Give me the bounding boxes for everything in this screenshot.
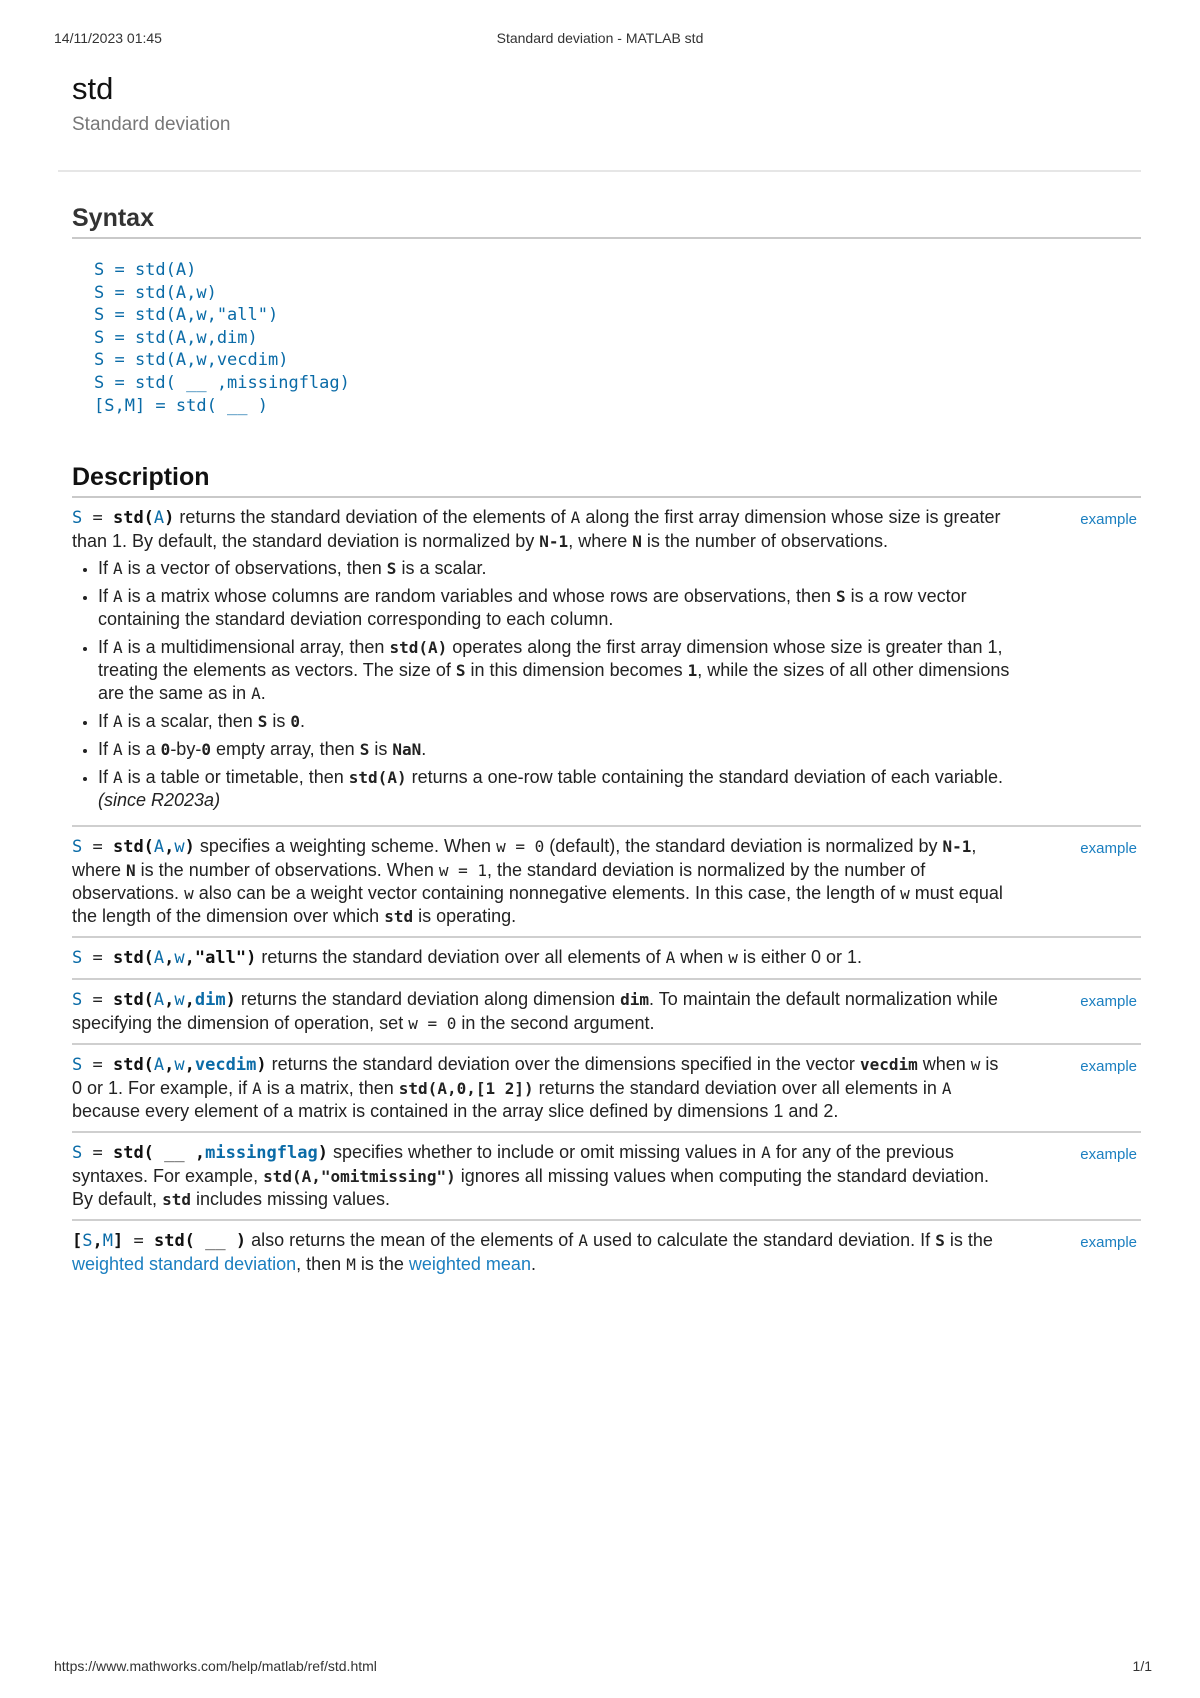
example-link[interactable]: example — [1080, 511, 1137, 529]
page-url: https://www.mathworks.com/help/matlab/ref/std.html — [54, 1658, 377, 1674]
print-page-title: Standard deviation - MATLAB std — [496, 30, 704, 46]
text: returns the standard deviation of the elements of — [174, 507, 571, 528]
weighted-std-link[interactable]: weighted standard deviation — [72, 1254, 297, 1275]
weighted-mean-link[interactable]: weighted mean — [408, 1254, 531, 1275]
text: , where — [568, 531, 633, 552]
code: N — [632, 532, 642, 552]
list-item: • If A is a table or timetable, then std(A) returns a one-row table containing the standard deviation of each variable. (since R2023a) — [98, 766, 1012, 812]
description-entries — [72, 498, 1141, 1284]
syntax-line[interactable]: S = std( __ ,missingflag) — [94, 372, 350, 393]
syntax-list — [94, 259, 1141, 417]
list-item: • If A is a matrix whose columns are random variables and whose rows are observations, then S is a row vector containing the standard deviation corresponding to each column. — [98, 585, 1012, 631]
page-number: 1/1 — [1132, 1658, 1152, 1674]
signature: S = std(A,w) — [72, 837, 195, 858]
description-entry-std-vecdim: example S = std(A,w,vecdim) returns the standard deviation over the dimensions specified in the vector vecdim when w is 0 or 1. For example, if A is a matrix, then std(A,0,[1 2]) returns the standard deviation over all elements in A because every element of a matrix is contained in the array slice defined by dimensions 1 and 2. — [72, 1045, 1141, 1133]
description-entry-std-missingflag: example S = std( __ ,missingflag) specifies whether to include or omit missing values in A for any of the previous syntaxes. For example, std(A,"omitmissing") ignores all missing values when computing the standard deviation. By default, std includes missing values. — [72, 1133, 1141, 1221]
text: along the first array dimension whose size is greater than 1. By default, the standard deviation is normalized by — [72, 507, 1001, 552]
signature: S = std(A,w,"all") — [72, 948, 257, 969]
signature: S = std(A,w,dim) — [72, 990, 236, 1011]
signature: [S,M] = std( __ ) — [72, 1231, 247, 1252]
syntax-line[interactable]: S = std(A) — [94, 260, 197, 280]
list-item: • If A is a vector of observations, then S is a scalar. — [98, 557, 1012, 580]
example-link[interactable]: example — [1080, 840, 1137, 858]
function-purpose: Standard deviation — [72, 114, 231, 135]
doc-page — [72, 66, 1141, 1284]
description-heading: Description — [72, 463, 1141, 498]
syntax-line[interactable]: S = std(A,w,dim) — [94, 327, 258, 348]
example-link[interactable]: example — [1080, 993, 1137, 1011]
print-datetime: 14/11/2023 01:45 — [54, 30, 162, 46]
syntax-line[interactable]: [S,M] = std( __ ) — [94, 395, 268, 416]
description-entry-std-a — [72, 498, 1141, 827]
code: N-1 — [539, 532, 569, 552]
signature: S = std(A,w,vecdim) — [72, 1055, 267, 1076]
syntax-line[interactable]: S = std(A,w,"all") — [94, 305, 279, 326]
description-entry-std-dim: example S = std(A,w,dim) returns the standard deviation along dimension dim. To maintain the default normalization while specifying the dimension of operation, set w = 0 in the second argument. — [72, 980, 1141, 1045]
description-entry-std-a-w: example S = std(A,w) specifies a weighting scheme. When w = 0 (default), the standard deviation is normalized by N-1, where N is the number of observations. When w = 1, the standard deviation is normalized by the number of observations. w also can be a weight vector containing nonnegative elements. In this case, the length of w must equal the length of the dimension over which std is operating. — [72, 827, 1141, 938]
description-entry-std-mean: example [S,M] = std( __ ) also returns the mean of the elements of A used to calculate the standard deviation. If S is the weighted standard deviation, then M is the weighted mean. — [72, 1230, 1137, 1275]
list-item: • If A is a multidimensional array, then std(A) operates along the first array dimension whose size is greater than 1, treating the elements as vectors. The size of S in this dimension becomes 1, while the sizes of all other dimensions are the same as in A. — [98, 636, 1012, 705]
signature: S = std( __ ,missingflag) — [72, 1143, 328, 1164]
syntax-line[interactable]: S = std(A,w,vecdim) — [94, 350, 289, 371]
list-item: • If A is a scalar, then S is 0. — [98, 710, 1012, 733]
signature: S = std(A) — [72, 508, 175, 529]
function-name: std — [72, 71, 114, 106]
example-link[interactable]: example — [1080, 1146, 1137, 1164]
example-link[interactable]: example — [1080, 1234, 1137, 1252]
text: is the number of observations. — [641, 531, 888, 552]
example-link[interactable]: example — [1080, 1058, 1137, 1076]
bullet-list — [72, 557, 1012, 812]
syntax-line[interactable]: S = std(A,w) — [94, 282, 217, 303]
divider — [58, 170, 1141, 172]
syntax-heading: Syntax — [72, 204, 1141, 239]
list-item: • If A is a 0-by-0 empty array, then S is NaN. — [98, 738, 1012, 761]
description-entry-std-all: S = std(A,w,"all") returns the standard deviation over all elements of A when w is either 0 or 1. — [72, 938, 1141, 980]
code-a: A — [570, 508, 581, 528]
